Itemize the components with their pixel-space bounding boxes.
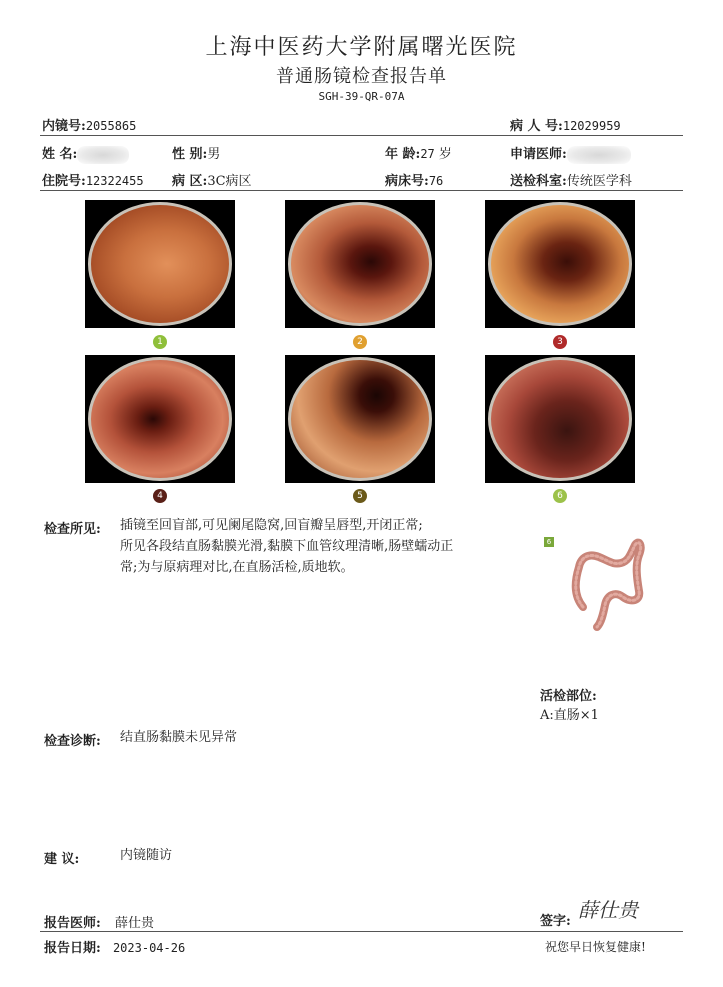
signature-field (540, 910, 571, 929)
image-number-badge: 5 (353, 489, 367, 503)
colon-diagram-icon (565, 535, 650, 635)
department-label: 送检科室: (510, 174, 567, 189)
diagram-marker: 6 (544, 537, 554, 547)
image-number-badge: 2 (353, 335, 367, 349)
report-doctor-name: 薛仕贵 (114, 916, 154, 931)
signature-label: 签字: (540, 914, 571, 929)
endoscopy-image-2 (285, 200, 435, 328)
age-value: 27 (420, 147, 435, 161)
gender-value: 男 (207, 147, 221, 162)
diagnosis-label: 检查诊断: (44, 734, 101, 749)
inpatient-number-field (42, 170, 144, 189)
report-date-value: 2023-04-26 (112, 941, 186, 955)
divider-line (40, 190, 683, 191)
gender-field (172, 143, 220, 162)
bed-number-field (385, 170, 443, 189)
form-code: SGH-39-QR-07A (318, 90, 405, 103)
report-doctor-label: 报告医师: (44, 916, 101, 931)
findings-text (120, 515, 520, 578)
age-field (385, 143, 452, 162)
endoscopy-image-1 (85, 200, 235, 328)
findings-line: 所见各段结直肠黏膜光滑,黏膜下血管纹理清晰,肠壁蠕动正 (120, 539, 454, 554)
patient-number-label: 病 人 号: (510, 119, 563, 134)
divider-line (40, 931, 683, 932)
gender-label: 性 别: (172, 147, 208, 162)
redacted-doctor (567, 146, 631, 164)
department-value: 传统医学科 (566, 174, 632, 189)
redacted-name (77, 146, 129, 164)
patient-number-field (510, 115, 621, 134)
department-field (510, 170, 632, 189)
inpatient-number-label: 住院号: (42, 174, 86, 189)
report-date-field (44, 937, 185, 956)
inpatient-number-value: 12322455 (85, 174, 144, 188)
image-number-badge: 1 (153, 335, 167, 349)
handwritten-signature: 薛仕贵 (578, 898, 638, 922)
report-title: 普通肠镜检查报告单 (276, 66, 447, 87)
requesting-doctor-field (510, 143, 631, 164)
hospital-name: 上海中医药大学附属曙光医院 (205, 35, 518, 60)
endoscopy-image-4 (85, 355, 235, 483)
report-date-label: 报告日期: (44, 941, 101, 956)
patient-number-value: 12029959 (562, 119, 621, 133)
image-number-badge: 3 (553, 335, 567, 349)
name-label: 姓 名: (42, 147, 78, 162)
age-unit: 岁 (438, 147, 452, 162)
ward-field (172, 170, 252, 189)
bed-number-value: 76 (428, 174, 444, 188)
age-label: 年 龄: (385, 147, 421, 162)
image-number-badge: 4 (153, 489, 167, 503)
findings-label: 检查所见: (44, 522, 101, 537)
findings-line: 插镜至回盲部,可见阑尾隐窝,回盲瓣呈唇型,开闭正常; (120, 518, 423, 533)
findings-line: 常;为与原病理对比,在直肠活检,质地软。 (120, 560, 354, 575)
biopsy-label: 活检部位: (540, 689, 597, 704)
divider-line (40, 135, 683, 136)
name-field (42, 143, 129, 164)
report-doctor-field (44, 912, 154, 931)
biopsy-value: A:直肠×1 (540, 708, 599, 723)
image-number-badge: 6 (553, 489, 567, 503)
endoscope-number-value: 2055865 (85, 119, 137, 133)
ward-label: 病 区: (172, 174, 208, 189)
advice-value: 内镜随访 (120, 848, 173, 863)
endoscopy-image-6 (485, 355, 635, 483)
bed-number-label: 病床号: (385, 174, 429, 189)
endoscope-number-field (42, 115, 136, 134)
requesting-doctor-label: 申请医师: (510, 147, 567, 162)
endoscopy-image-3 (485, 200, 635, 328)
ward-value: 3C病区 (207, 174, 252, 189)
diagnosis-value: 结直肠黏膜未见异常 (120, 730, 238, 745)
wish-text: 祝您早日恢复健康! (545, 940, 646, 954)
endoscopy-image-5 (285, 355, 435, 483)
endoscope-number-label: 内镜号: (42, 119, 86, 134)
advice-label: 建 议: (44, 852, 80, 867)
